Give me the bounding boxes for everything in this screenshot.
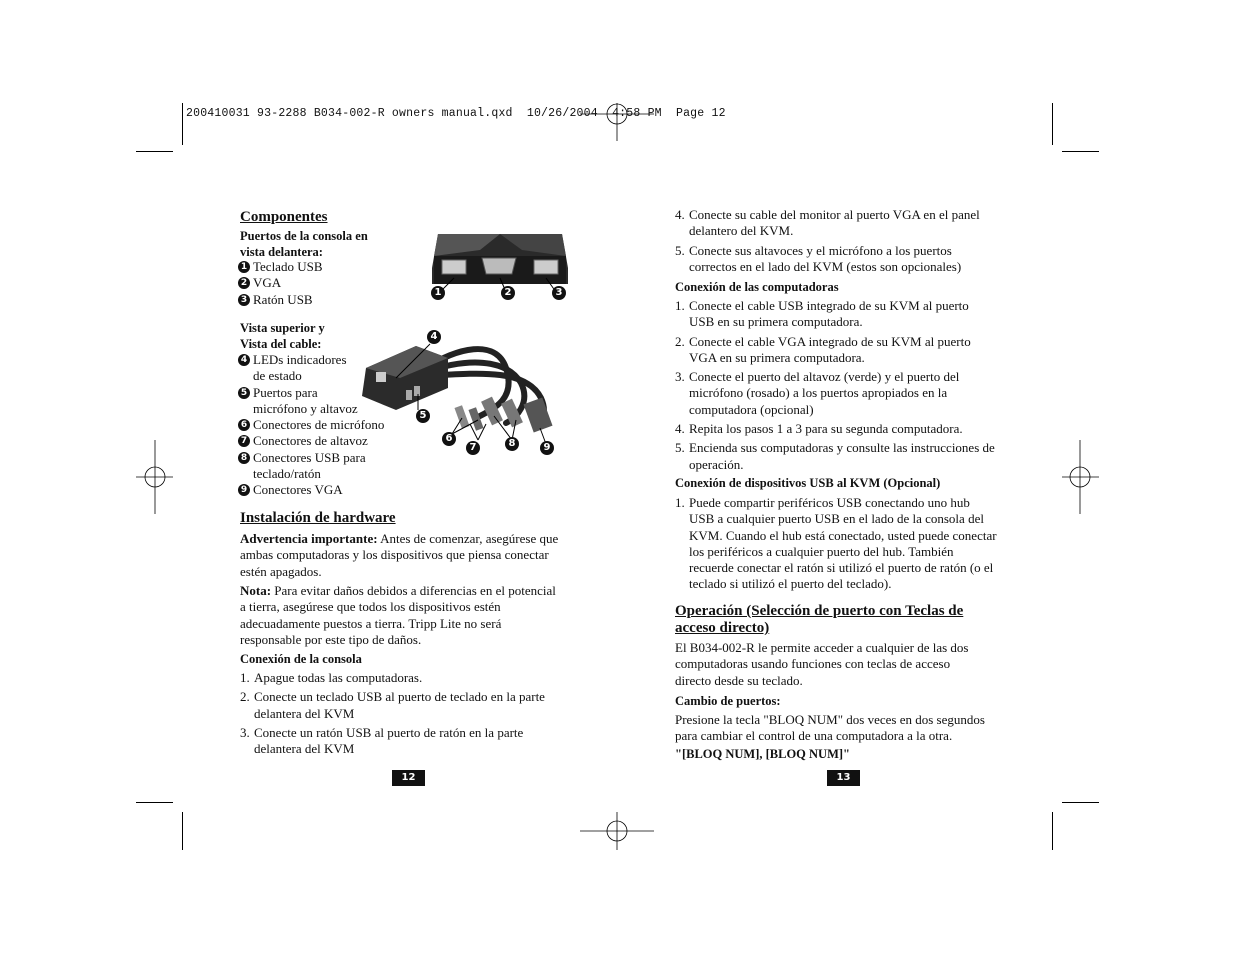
list-item: 9 Conectores VGA (238, 482, 384, 498)
list-item: 1 Teclado USB (238, 259, 323, 275)
list-item: 5 Puertos para micrófono y altavoz (238, 385, 384, 418)
callout-1: 1 (431, 286, 445, 300)
usb-steps-list (675, 495, 997, 596)
list-item: 1. Apague todas las computadoras. (240, 670, 423, 685)
callout-7: 7 (466, 441, 480, 455)
list-item: 3. Conecte un ratón USB al puerto de ratón en la parte delantera del KVM (240, 724, 524, 757)
callout-5: 5 (416, 409, 430, 423)
computers-connection-title: Conexión de las computadoras (675, 280, 839, 294)
operacion-heading: Operación (Selección de puerto con Teclas de acceso directo) (675, 603, 964, 636)
list-item: 1. Conecte el cable USB integrado de su KVM al puerto USB en su primera computadora. (675, 298, 969, 330)
list-item: 5. Encienda sus computadoras y consulte las instrucciones de operación. (675, 440, 995, 472)
warning-paragraph: Advertencia importante: Antes de comenzar, asegúrese que ambas computadoras y los dispositivos que piensa conectar estén apagados. (240, 531, 559, 579)
callout-2: 2 (501, 286, 515, 300)
operation-paragraph: El B034-002-R le permite acceder a cualquier de las dos computadoras usando funciones con teclas de acceso directo desde su teclado. (675, 640, 969, 688)
console-connection-title: Conexión de la consola (240, 652, 362, 666)
kvm-cable-view-image (356, 328, 566, 458)
instalacion-heading: Instalación de hardware (240, 510, 396, 526)
callout-9: 9 (540, 441, 554, 455)
print-slug: 200410031 93-2288 B034-002-R owners manual.qxd 10/26/2004 4:58 PM Page 12 (186, 107, 726, 120)
list-item: 1. Puede compartir periféricos USB conectando uno hub USB a cualquier puerto USB en el lado de la consola del KVM. Cuando el hub está conectado, usted puede conectar los periféricos a cualquier puerto del hub. También recuerde conectar el ratón si utilizó el puerto de ratón (o el teclado si utilizó el puerto del teclado). (675, 495, 997, 592)
list-item: 2. Conecte el cable VGA integrado de su KVM al puerto VGA en su primera computadora. (675, 333, 971, 365)
front-view-title: Puertos de la consola en vista delantera: (240, 229, 368, 259)
page-number-right: 13 (827, 770, 860, 786)
usb-devices-title: Conexión de dispositivos USB al KVM (Opcional) (675, 476, 941, 490)
switch-ports-title: Cambio de puertos: (675, 694, 781, 708)
front-items-list (238, 259, 323, 308)
list-item: 6 Conectores de micrófono (238, 417, 384, 433)
list-item: 8 Conectores USB para teclado/ratón (238, 450, 384, 483)
top-view-title: Vista superior y Vista del cable: (240, 321, 325, 351)
page-number-left: 12 (392, 770, 425, 786)
list-item: 2. Conecte un teclado USB al puerto de teclado en la parte delantera del KVM (240, 689, 545, 721)
switch-paragraph: Presione la tecla "BLOQ NUM" dos veces en dos segundos para cambiar el control de una computadora a la otra. (675, 712, 985, 744)
kvm-front-view-image (430, 228, 570, 308)
callout-6: 6 (442, 432, 456, 446)
list-item: 4. Conecte su cable del monitor al puerto VGA en el panel delantero del KVM. (675, 207, 980, 239)
list-item: 3. Conecte el puerto del altavoz (verde) y el puerto del micrófono (rosado) a los puertos apropiados en la computadora (opcional) (675, 369, 960, 417)
computers-steps-list (675, 298, 997, 476)
note-paragraph: Nota: Para evitar daños debidos a diferencias en el potencial a tierra, asegúrese que todos los dispositivos estén adecuadamente puestos a tierra. Tripp Lite no será responsable por este tipo de daños. (240, 583, 556, 647)
list-item: 7 Conectores de altavoz (238, 433, 384, 449)
list-item: 3 Ratón USB (238, 292, 323, 308)
console-steps-list (240, 670, 558, 760)
componentes-heading: Componentes (240, 209, 328, 225)
console-steps-cont-list (675, 207, 997, 278)
list-item: 2 VGA (238, 275, 323, 291)
callout-3: 3 (552, 286, 566, 300)
callout-8: 8 (505, 437, 519, 451)
callout-4: 4 (427, 330, 441, 344)
switch-keys: "[BLOQ NUM], [BLOQ NUM]" (675, 747, 850, 761)
list-item: 4 LEDs indicadores de estado (238, 352, 384, 385)
list-item: 4. Repita los pasos 1 a 3 para su segunda computadora. (675, 421, 963, 437)
list-item: 5. Conecte sus altavoces y el micrófono a los puertos correctos en el lado del KVM (estos son opcionales) (675, 242, 962, 274)
